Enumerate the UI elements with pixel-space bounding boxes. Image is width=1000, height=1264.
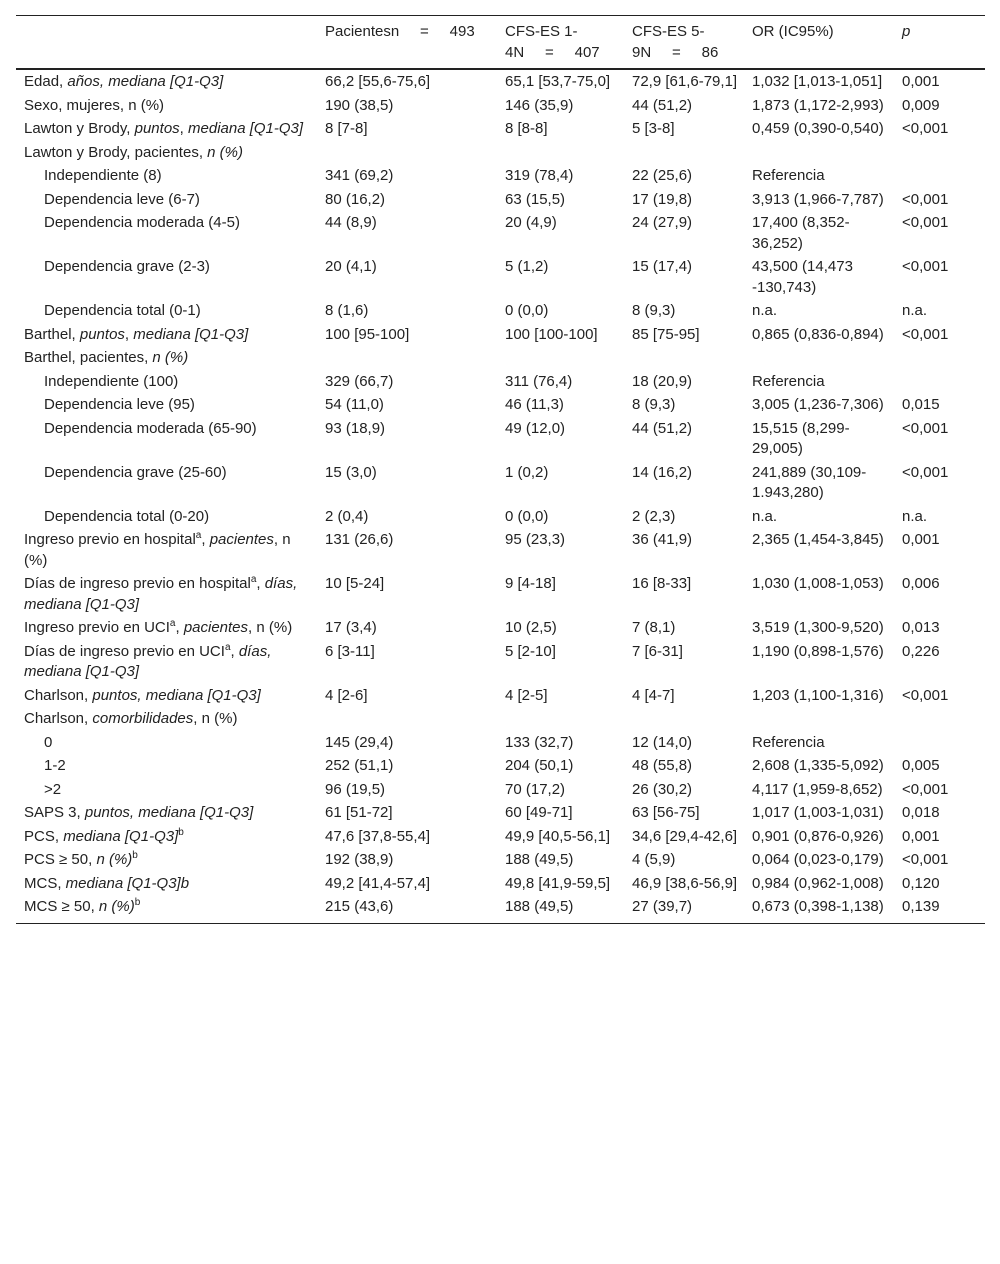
p-value: <0,001	[902, 851, 949, 868]
pacientes-value: 192 (38,9)	[325, 851, 394, 868]
pacientes-value	[317, 141, 497, 165]
p-value: n.a.	[902, 507, 928, 525]
p-value	[894, 346, 985, 370]
row-label: Días de ingreso previo en hospital$^a$, días, mediana [Q1-Q3]	[24, 574, 298, 613]
row-label: Días de ingreso previo en UCI$^a$, días, mediana [Q1-Q3]	[24, 641, 272, 680]
or-value: 1,203 (1,100-1,316)	[752, 686, 884, 704]
p-value: 0,120	[902, 874, 940, 892]
p-value	[894, 370, 985, 394]
pacientes-value: 131 (26,6)	[325, 531, 394, 548]
p-value: n.a.	[902, 302, 928, 319]
or-value: 0,901 (0,876-0,926)	[752, 827, 884, 845]
cfs-1-4-value: 49,9 [40,5-56,1]	[505, 827, 611, 845]
or-value: 2,608 (1,335-5,092)	[752, 757, 884, 774]
p-value: 0,139	[894, 895, 985, 923]
p-value: 0,015	[902, 396, 940, 413]
table-row	[16, 640, 985, 684]
header-cfs-1-4: CFS-ES 1- 4N = 407	[497, 16, 624, 70]
p-value: 0,006	[902, 575, 940, 592]
pacientes-value: 215 (43,6)	[317, 895, 497, 923]
cfs-5-9-value: 27 (39,7)	[624, 895, 744, 923]
cfs-5-9-value: 34,6 [29,4-42,6]	[632, 827, 738, 845]
row-label: Dependencia total (0-1)	[44, 302, 201, 319]
pacientes-value: 93 (18,9)	[325, 419, 386, 437]
row-label: Independiente (100)	[44, 372, 179, 390]
header-cfs-5-9: CFS-ES 5- 9N = 86	[624, 16, 744, 70]
cfs-5-9-value: 48 (55,8)	[632, 757, 693, 774]
cfs-5-9-value: 44 (51,2)	[632, 96, 693, 114]
table-row	[16, 754, 985, 778]
cfs-1-4-value: 65,1 [53,7-75,0]	[505, 73, 611, 90]
cfs-1-4-value	[497, 346, 624, 370]
cfs-1-4-value: 0 (0,0)	[505, 507, 549, 525]
pacientes-value: 100 [95-100]	[325, 325, 410, 343]
p-value: 0,001	[902, 73, 940, 90]
or-value	[744, 141, 894, 165]
row-label: Charlson, comorbilidades, n (%)	[24, 710, 238, 727]
or-value: n.a.	[752, 302, 778, 319]
table-row	[16, 684, 985, 708]
p-value: 0,226	[902, 642, 940, 660]
row-label: 1-2	[44, 757, 66, 774]
cfs-5-9-value: 16 [8-33]	[632, 575, 692, 592]
pacientes-value: 54 (11,0)	[325, 396, 384, 413]
p-value	[894, 707, 985, 731]
cfs-5-9-value: 85 [75-95]	[632, 325, 700, 343]
cfs-1-4-value: 63 (15,5)	[505, 190, 566, 208]
cfs-1-4-value: 20 (4,9)	[505, 214, 557, 231]
or-value: 1,017 (1,003-1,031)	[752, 804, 884, 821]
cfs-1-4-value: 5 (1,2)	[505, 258, 549, 275]
cfs-5-9-value: 72,9 [61,6-79,1]	[632, 73, 738, 90]
cfs-5-9-value: 14 (16,2)	[632, 463, 693, 481]
p-value: <0,001	[902, 463, 949, 481]
cfs-1-4-value: 70 (17,2)	[505, 780, 566, 798]
or-value	[744, 346, 894, 370]
pacientes-value	[317, 707, 497, 731]
table-row	[16, 778, 985, 802]
pacientes-value: 66,2 [55,6-75,6]	[325, 73, 431, 90]
cfs-1-4-value	[497, 707, 624, 731]
or-value: 241,889 (30,109-1.943,280)	[752, 463, 867, 501]
row-label: Dependencia grave (2-3)	[44, 258, 210, 275]
cfs-1-4-value: 49,8 [41,9-59,5]	[505, 874, 611, 892]
cfs-1-4-value: 0 (0,0)	[505, 302, 549, 319]
table-row	[16, 323, 985, 347]
header-label	[16, 16, 317, 70]
p-value: 0,018	[902, 804, 940, 821]
cfs-5-9-value: 36 (41,9)	[632, 531, 693, 548]
row-label: Ingreso previo en hospital$^a$, pacientes, n (%)	[24, 530, 291, 569]
pacientes-value: 47,6 [37,8-55,4]	[325, 827, 431, 845]
or-value: 0,984 (0,962-1,008)	[752, 874, 884, 892]
table-row	[16, 188, 985, 212]
p-value: 0,001	[902, 827, 940, 845]
p-value: 0,001	[902, 531, 940, 548]
p-value: <0,001	[902, 686, 949, 704]
or-value: 4,117 (1,959-8,652)	[752, 780, 883, 798]
or-value	[744, 707, 894, 731]
or-value: 15,515 (8,299-29,005)	[752, 419, 850, 457]
table-row	[16, 164, 985, 188]
pacientes-value: 96 (19,5)	[325, 780, 386, 798]
cfs-5-9-value: 63 [56-75]	[632, 804, 700, 821]
cfs-1-4-value: 8 [8-8]	[505, 120, 548, 137]
row-label: Sexo, mujeres, n (%)	[24, 96, 165, 114]
table-row	[16, 417, 985, 461]
or-value: Referencia	[752, 733, 825, 751]
or-value: 17,400 (8,352-36,252)	[752, 214, 850, 252]
cfs-1-4-value: 60 [49-71]	[505, 804, 573, 821]
row-label: Dependencia moderada (4-5)	[44, 214, 240, 231]
pacientes-value: 4 [2-6]	[325, 686, 368, 704]
cfs-1-4-value: 4 [2-5]	[505, 686, 548, 704]
row-label: Charlson, puntos, mediana [Q1-Q3]	[24, 686, 261, 704]
table-row	[16, 461, 985, 505]
cfs-5-9-value: 7 (8,1)	[632, 619, 676, 636]
p-value: 0,013	[902, 619, 940, 636]
cfs-5-9-value: 8 (9,3)	[632, 396, 676, 413]
cfs-5-9-value: 24 (27,9)	[632, 214, 693, 231]
table-row	[16, 346, 985, 370]
table-row	[16, 707, 985, 731]
p-value: <0,001	[902, 190, 949, 208]
table-row	[16, 872, 985, 896]
pacientes-value: 80 (16,2)	[325, 190, 386, 208]
cfs-1-4-value: 188 (49,5)	[497, 895, 624, 923]
row-label: Lawton y Brody, puntos, mediana [Q1-Q3]	[24, 120, 304, 137]
table-row	[16, 69, 985, 94]
table-row	[16, 393, 985, 417]
table-row	[16, 848, 985, 872]
cfs-1-4-value: 319 (78,4)	[505, 167, 574, 184]
row-label: PCS, mediana $[Q1-Q3]^b$	[24, 826, 184, 845]
or-value: 43,500 (14,473 -130,743)	[752, 258, 853, 296]
pacientes-value: 17 (3,4)	[325, 619, 377, 636]
p-value	[894, 141, 985, 165]
pacientes-value: 252 (51,1)	[325, 757, 394, 774]
cfs-1-4-value: 100 [100-100]	[505, 325, 598, 343]
table-row	[16, 505, 985, 529]
or-value: 3,005 (1,236-7,306)	[752, 396, 884, 413]
cfs-5-9-value: 46,9 [38,6-56,9]	[632, 874, 738, 892]
pacientes-value	[317, 346, 497, 370]
row-label: Dependencia total (0-20)	[44, 507, 210, 525]
pacientes-value: 341 (69,2)	[325, 167, 394, 184]
pacientes-value: 61 [51-72]	[325, 804, 393, 821]
cfs-5-9-value: 8 (9,3)	[632, 302, 676, 319]
row-label: Ingreso previo en UCI$^a$, pacientes, n (%)	[24, 618, 293, 636]
cfs-1-4-value: 10 (2,5)	[505, 619, 557, 636]
p-value	[894, 731, 985, 755]
p-value: <0,001	[902, 214, 949, 231]
pacientes-value: 190 (38,5)	[325, 96, 394, 114]
pacientes-value: 2 (0,4)	[325, 507, 369, 525]
or-value: 1,190 (0,898-1,576)	[752, 642, 884, 660]
pacientes-value: 8 (1,6)	[325, 302, 369, 319]
cfs-1-4-value	[497, 141, 624, 165]
table-row	[16, 616, 985, 640]
header-row	[16, 16, 985, 70]
cfs-5-9-value	[624, 141, 744, 165]
p-value: <0,001	[902, 120, 949, 137]
pacientes-value: 145 (29,4)	[325, 733, 394, 751]
cfs-5-9-value: 15 (17,4)	[632, 258, 693, 275]
cfs-1-4-value: 311 (76,4)	[505, 372, 573, 390]
table-row	[16, 141, 985, 165]
table-row	[16, 825, 985, 849]
p-value: <0,001	[902, 419, 949, 437]
table-row	[16, 801, 985, 825]
or-value: 0,865 (0,836-0,894)	[752, 325, 884, 343]
cfs-5-9-value	[624, 346, 744, 370]
or-value: Referencia	[752, 372, 825, 390]
or-value: 3,519 (1,300-9,520)	[752, 619, 884, 636]
p-value: <0,001	[902, 258, 949, 275]
table-row	[16, 731, 985, 755]
table-row	[16, 528, 985, 572]
table-row	[16, 211, 985, 255]
header-or: OR (IC95%)	[744, 16, 894, 70]
cfs-5-9-value: 5 [3-8]	[632, 120, 675, 137]
p-value: 0,005	[902, 757, 940, 774]
row-label: Barthel, pacientes, n (%)	[24, 349, 189, 366]
cfs-1-4-value: 1 (0,2)	[505, 463, 549, 481]
cfs-1-4-value: 95 (23,3)	[505, 531, 566, 548]
cfs-5-9-value: 22 (25,6)	[632, 167, 693, 184]
row-label: MCS ≥ 50, n (%)$^b$	[16, 895, 317, 923]
or-value: 0,673 (0,398-1,138)	[744, 895, 894, 923]
cfs-1-4-value: 133 (32,7)	[505, 733, 574, 751]
cfs-1-4-value: 9 [4-18]	[505, 575, 556, 592]
p-value: <0,001	[902, 780, 949, 798]
p-value: 0,009	[902, 96, 940, 114]
row-label: PCS ≥ 50, n (%)$^b$	[24, 850, 138, 868]
table-row	[16, 299, 985, 323]
or-value: 3,913 (1,966-7,787)	[752, 190, 884, 208]
row-label: 0	[44, 733, 53, 751]
or-value: 0,064 (0,023-0,179)	[752, 851, 884, 868]
cfs-5-9-value	[624, 707, 744, 731]
cfs-1-4-value: 146 (35,9)	[505, 96, 574, 114]
row-label: SAPS 3, puntos, mediana [Q1-Q3]	[24, 804, 254, 821]
or-value: 2,365 (1,454-3,845)	[752, 531, 884, 548]
row-label: Dependencia grave (25-60)	[44, 463, 227, 481]
table-row	[16, 895, 985, 923]
table-row	[16, 572, 985, 616]
cfs-5-9-value: 18 (20,9)	[632, 372, 693, 390]
cfs-5-9-value: 17 (19,8)	[632, 190, 693, 208]
or-value: Referencia	[752, 167, 825, 184]
pacientes-value: 329 (66,7)	[325, 372, 394, 390]
or-value: 1,030 (1,008-1,053)	[752, 575, 884, 592]
pacientes-value: 20 (4,1)	[325, 258, 377, 275]
table-row	[16, 117, 985, 141]
table-row	[16, 370, 985, 394]
cfs-5-9-value: 2 (2,3)	[632, 507, 676, 525]
row-label: Dependencia moderada (65-90)	[44, 419, 257, 437]
row-label: Barthel, puntos, mediana [Q1-Q3]	[24, 325, 249, 343]
table-row	[16, 94, 985, 118]
header-pacientes: Pacientesn = 493	[317, 16, 497, 70]
row-label: MCS, mediana [Q1-Q3]b	[24, 874, 190, 892]
or-value: n.a.	[752, 507, 778, 525]
pacientes-value: 44 (8,9)	[325, 214, 377, 231]
or-value: 1,873 (1,172-2,993)	[752, 96, 884, 114]
p-value: <0,001	[902, 325, 949, 343]
cfs-5-9-value: 44 (51,2)	[632, 419, 693, 437]
row-label: Lawton y Brody, pacientes, n (%)	[24, 143, 244, 161]
cfs-1-4-value: 5 [2-10]	[505, 642, 556, 660]
cfs-5-9-value: 4 (5,9)	[632, 851, 676, 868]
row-label: >2	[44, 780, 62, 798]
pacientes-value: 49,2 [41,4-57,4]	[325, 874, 431, 892]
pacientes-value: 10 [5-24]	[325, 575, 385, 592]
or-value: 0,459 (0,390-0,540)	[752, 120, 884, 137]
row-label: Edad, años, mediana [Q1-Q3]	[24, 73, 224, 90]
row-label: Dependencia leve (6-7)	[44, 190, 200, 208]
results-table	[16, 15, 985, 924]
p-value	[894, 164, 985, 188]
cfs-1-4-value: 204 (50,1)	[505, 757, 574, 774]
cfs-5-9-value: 7 [6-31]	[632, 642, 683, 660]
cfs-5-9-value: 4 [4-7]	[632, 686, 675, 704]
cfs-1-4-value: 188 (49,5)	[505, 851, 574, 868]
cfs-5-9-value: 12 (14,0)	[632, 733, 693, 751]
table-row	[16, 255, 985, 299]
row-label: Dependencia leve (95)	[44, 396, 195, 413]
header-p: p	[894, 16, 985, 70]
or-value: 1,032 [1,013-1,051]	[752, 73, 883, 90]
pacientes-value: 6 [3-11]	[325, 642, 375, 660]
pacientes-value: 15 (3,0)	[325, 463, 377, 481]
pacientes-value: 8 [7-8]	[325, 120, 368, 137]
cfs-5-9-value: 26 (30,2)	[632, 780, 693, 798]
cfs-1-4-value: 49 (12,0)	[505, 419, 566, 437]
cfs-1-4-value: 46 (11,3)	[505, 396, 564, 413]
row-label: Independiente (8)	[44, 167, 162, 184]
